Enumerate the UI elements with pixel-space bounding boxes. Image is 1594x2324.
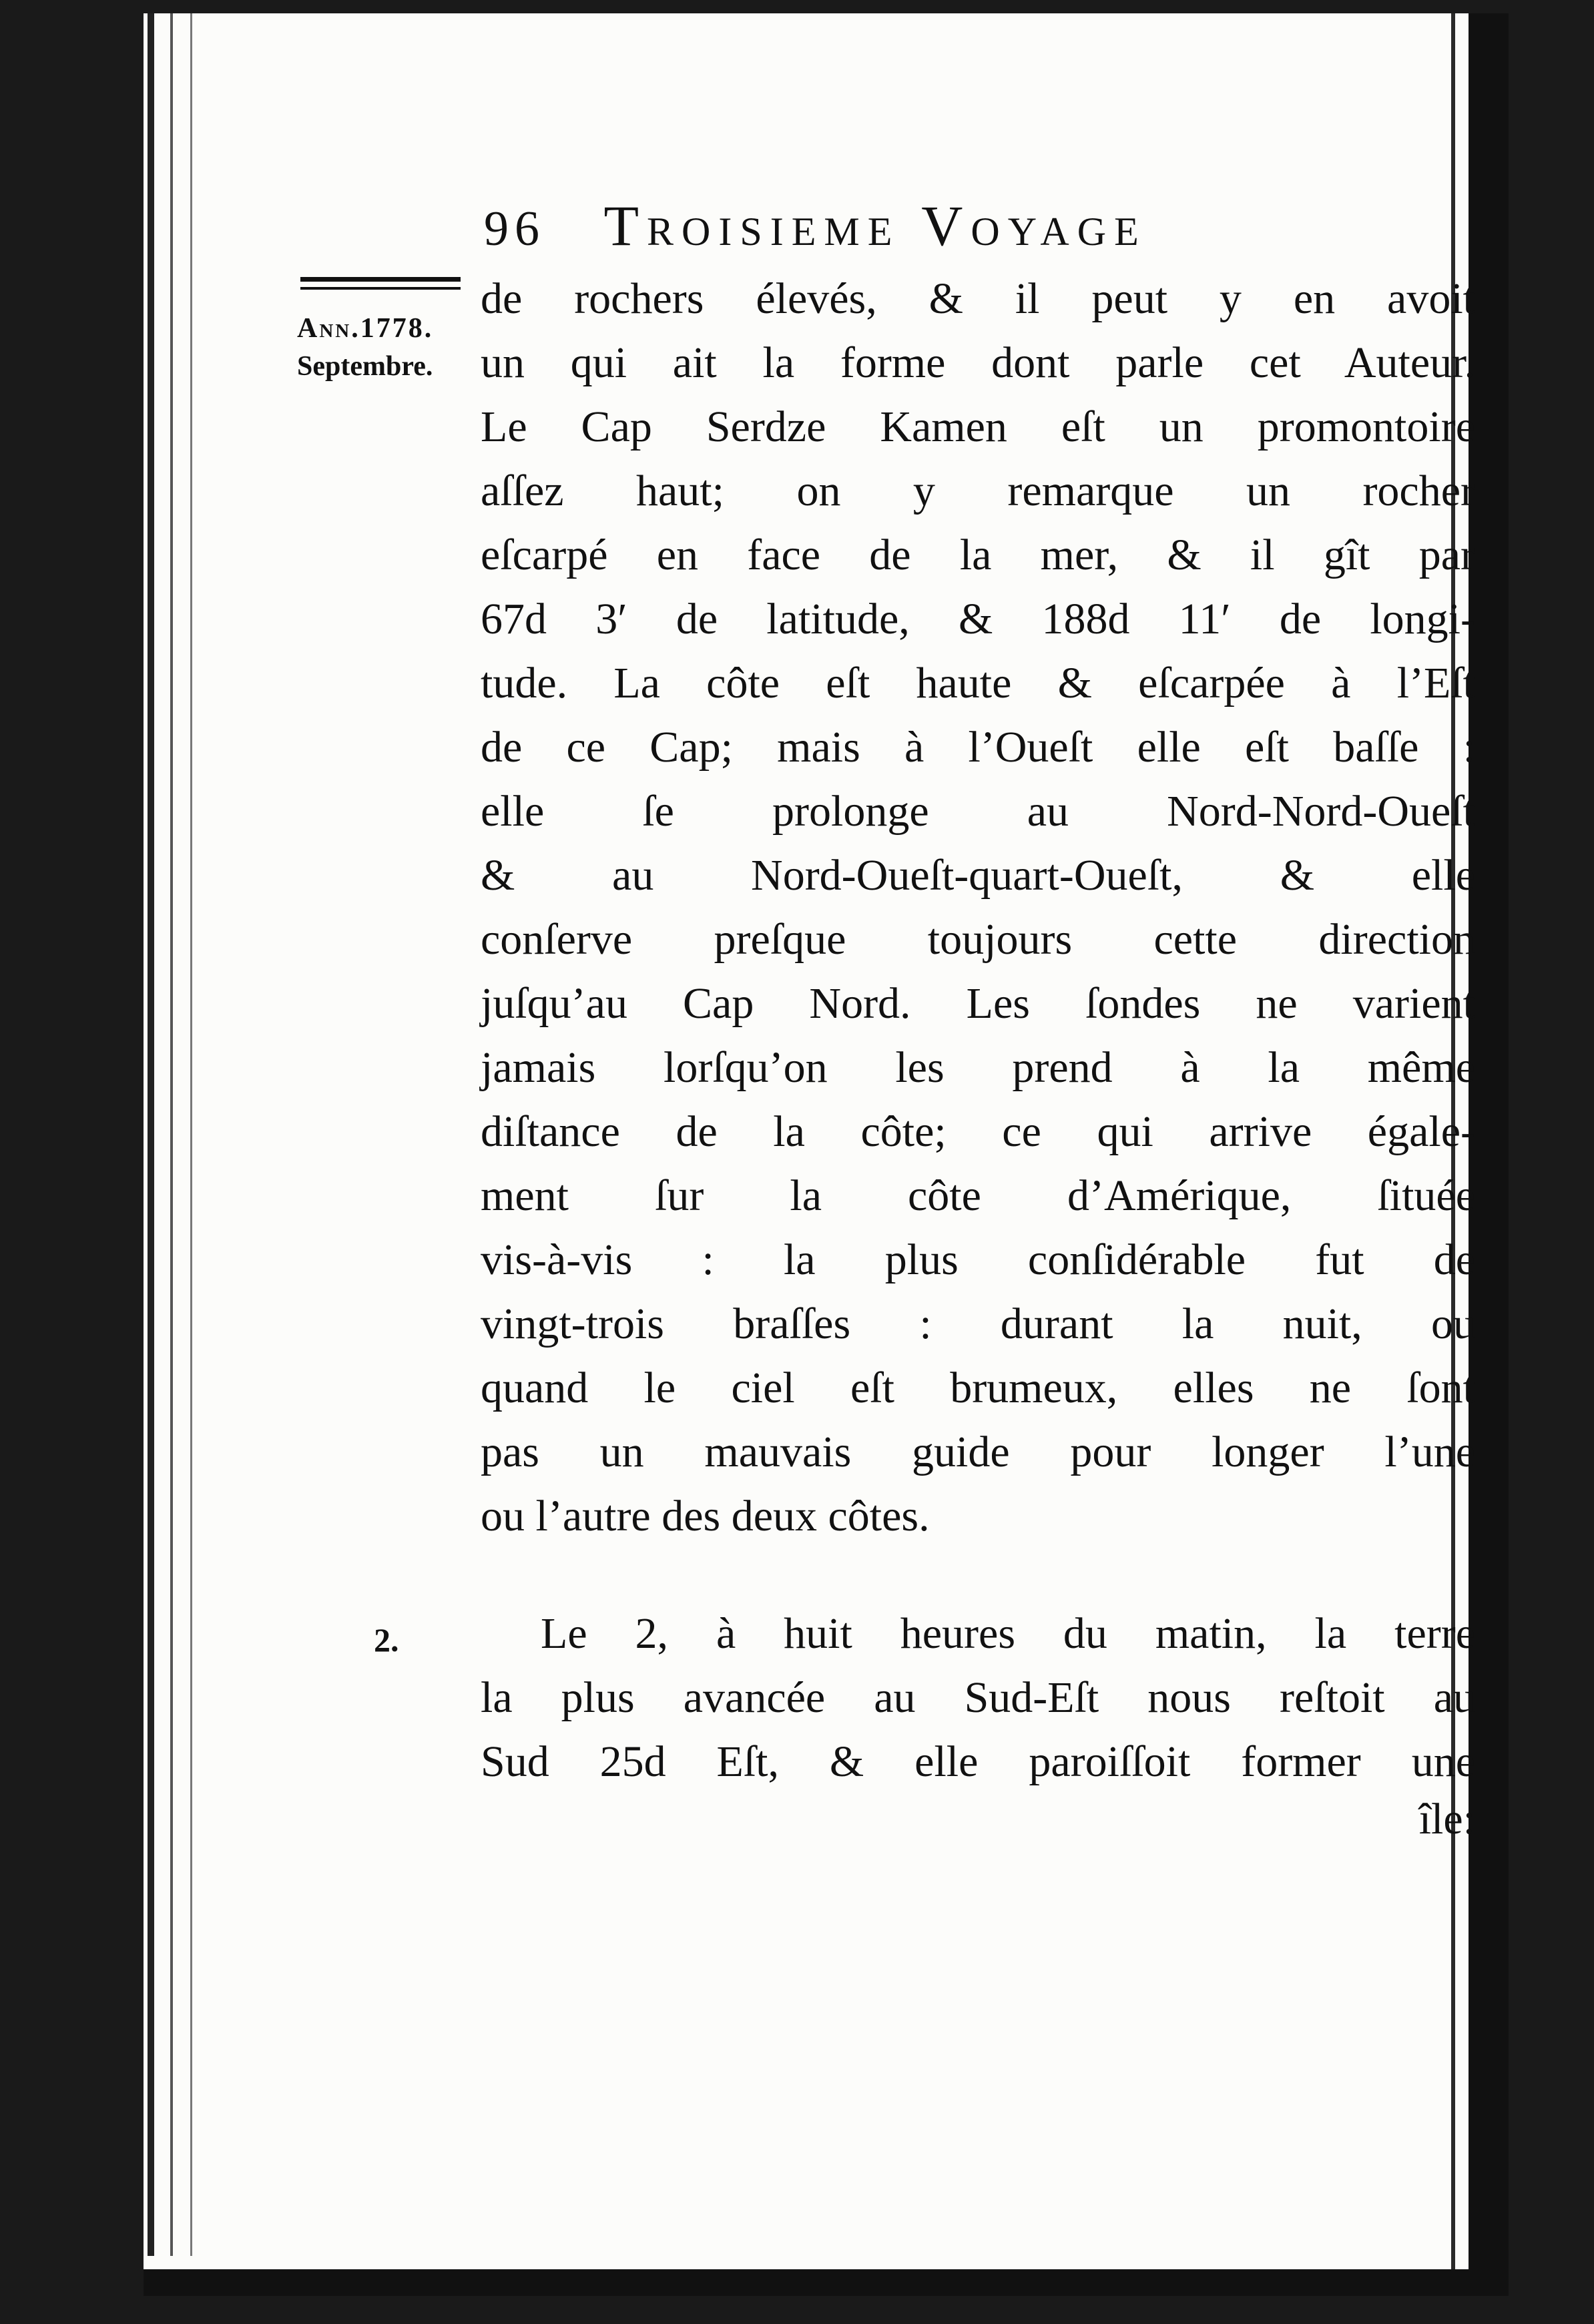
margin-rule — [300, 287, 461, 290]
margin-note-year: Ann.1778. — [297, 313, 434, 344]
text-line: & au Nord-Oueſt-quart-Oueſt, & elle — [481, 851, 1475, 900]
text-line: vis-à-vis : la plus conſidérable fut de — [481, 1235, 1475, 1284]
running-head — [484, 192, 1147, 259]
text-line: un qui ait la forme dont parle cet Auteur. — [481, 338, 1475, 387]
bottom-edge — [144, 2269, 1509, 2296]
text-line: jamais lorſqu’on les prend à la même — [481, 1043, 1475, 1092]
margin-note-day: 2. — [374, 1621, 399, 1659]
text-line: Sud 25d Eſt, & elle paroiſſoit former une — [481, 1737, 1475, 1786]
binding-edge — [148, 13, 154, 2256]
text-line: tude. La côte eſt haute & eſcarpée à l’Eſt — [481, 659, 1475, 707]
text-line: ou l’autre des deux côtes. — [481, 1492, 930, 1540]
page-number: 96 — [484, 202, 545, 256]
running-title: Troisieme Voyage — [603, 194, 1147, 258]
book-page — [144, 13, 1509, 2296]
margin-rule — [300, 277, 461, 282]
text-line: de rochers élevés, & il peut y en avoit — [481, 274, 1475, 323]
text-line: conſerve preſque toujours cette direction — [481, 915, 1475, 964]
paragraph-1 — [481, 267, 1475, 1548]
text-line: juſqu’au Cap Nord. Les ſondes ne varient — [481, 979, 1475, 1028]
text-line: Le 2, à huit heures du matin, la terre — [541, 1609, 1475, 1658]
catchword: île: — [1418, 1795, 1475, 1843]
text-line: 67d 3′ de latitude, & 188d 11′ de longi- — [481, 595, 1475, 643]
text-line: de ce Cap; mais à l’Oueſt elle eſt baſſe : — [481, 723, 1475, 772]
text-line: quand le ciel eſt brumeux, elles ne ſont — [481, 1364, 1475, 1412]
margin-note-month: Septembre. — [297, 351, 433, 382]
text-line: eſcarpé en face de la mer, & il gît par — [481, 531, 1475, 579]
paragraph-2 — [481, 1602, 1475, 1794]
text-line: aſſez haut; on y remarque un rocher — [481, 467, 1475, 515]
text-line: ment ſur la côte d’Amérique, ſituée — [481, 1171, 1475, 1220]
text-line: pas un mauvais guide pour longer l’une — [481, 1428, 1475, 1476]
text-line: Le Cap Serdze Kamen eſt un promontoire — [481, 402, 1475, 451]
binding-line — [190, 13, 192, 2256]
text-line: la plus avancée au Sud-Eſt nous reſtoit au — [481, 1673, 1475, 1722]
binding-line — [170, 13, 173, 2256]
text-line: diſtance de la côte; ce qui arrive égale- — [481, 1107, 1475, 1156]
text-line: vingt-trois braſſes : durant la nuit, ou — [481, 1299, 1475, 1348]
text-line: elle ſe prolonge au Nord-Nord-Oueſt — [481, 787, 1475, 836]
